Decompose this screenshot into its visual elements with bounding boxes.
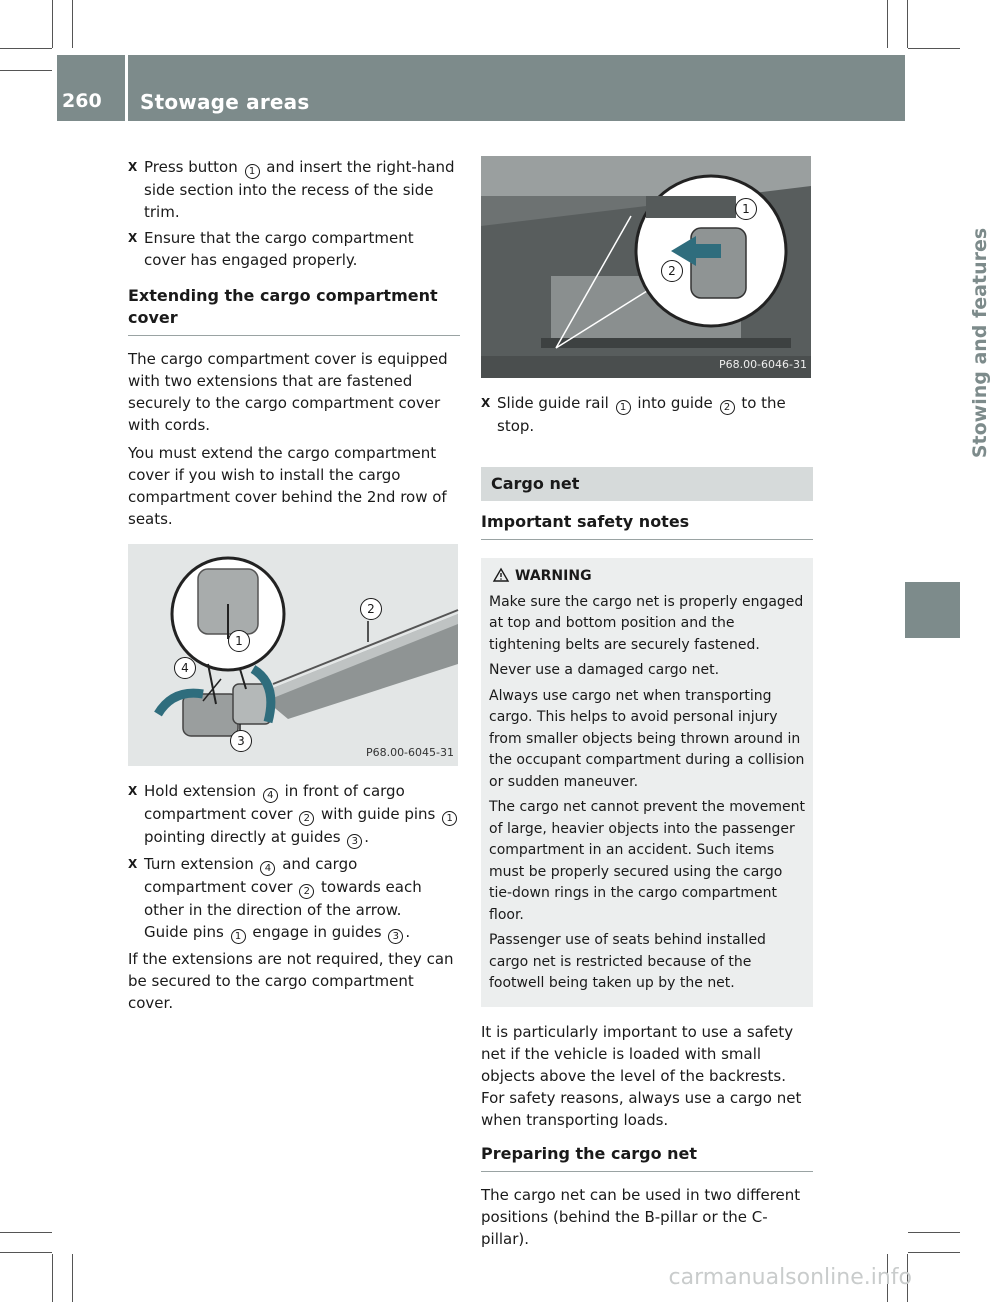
crop-mark [0, 1232, 52, 1233]
paragraph: The cargo net can be used in two different positions (behind the B-pillar or the C-pillar). [481, 1185, 801, 1248]
crop-mark [0, 1252, 52, 1253]
callout-number: 1 [442, 811, 457, 826]
figure-callout-3: 3 [230, 730, 252, 752]
callout-number: 3 [388, 929, 403, 944]
warning-paragraph: The cargo net cannot prevent the movement of large, heavier objects into the passenger compartment in an accident. Such items must be properly secured using the cargo tie-down rings in the cargo compartment floor. [489, 799, 805, 923]
callout-number: 3 [347, 834, 362, 849]
step-text: to the stop. [497, 394, 786, 435]
step-text: towards each other in the direction of the arrow. [144, 878, 422, 919]
crop-mark [0, 70, 52, 71]
warning-paragraph: Always use cargo net when transporting cargo. This helps to avoid personal injury from smaller objects being thrown around in the occupant compartment during a collision or sudden maneuver. [489, 687, 805, 790]
footer-watermark: carmanualsonline.info [668, 1265, 912, 1290]
step-text: Guide pins [144, 923, 229, 941]
step-text: in front of cargo compartment cover [144, 782, 405, 823]
warning-paragraph: Make sure the cargo net is properly engaged at top and bottom position and the tightening belts are securely fastened. [489, 593, 804, 653]
extension-illustration [128, 544, 458, 766]
crop-mark [887, 0, 888, 48]
section-title: Stowage areas [140, 90, 310, 114]
figure-callout-2: 2 [661, 260, 683, 282]
figure-callout-4: 4 [174, 657, 196, 679]
step-text: Turn extension [144, 855, 259, 873]
step-arrow-icon: X [481, 396, 491, 410]
paragraph: You must extend the cargo compartment cover if you wish to install the cargo compartment cover behind the 2nd row of seats. [128, 444, 447, 528]
warning-title-text: WARNING [515, 568, 592, 584]
step-text: . [364, 828, 370, 846]
figure-guide-rail [481, 156, 811, 378]
step-text: Hold extension [144, 782, 261, 800]
step-text: into guide [632, 394, 718, 412]
step-arrow-icon: X [128, 857, 138, 871]
step-text: . [405, 923, 411, 941]
figure-callout-1: 1 [228, 630, 250, 652]
crop-mark [52, 0, 53, 48]
figure-callout-2: 2 [360, 598, 382, 620]
paragraph: The cargo compartment cover is equipped with two extensions that are fastened securely to the cargo compartment cover with cords. [128, 350, 448, 434]
figure-code: P68.00-6045-31 [365, 746, 454, 759]
crop-mark [908, 1252, 960, 1253]
step-text: and insert the right-hand side section into the recess of the side trim. [144, 158, 455, 221]
step-arrow-icon: X [128, 160, 138, 174]
step-text: Slide guide rail [497, 394, 614, 412]
instruction-step [128, 227, 460, 271]
section-heading: Important safety notes [481, 511, 813, 540]
callout-number: 4 [263, 788, 278, 803]
side-tab-label: Stowing and features [969, 227, 991, 459]
crop-mark [0, 48, 52, 49]
header-divider [125, 55, 128, 121]
figure-callout-1: 1 [735, 198, 757, 220]
left-column [128, 156, 460, 1020]
paragraph: It is particularly important to use a safety net if the vehicle is loaded with small objects above the level of the backrests. For safety reasons, always use a cargo net when transporting loads. [481, 1022, 802, 1129]
side-band [905, 55, 960, 640]
right-column [481, 156, 813, 1256]
side-tab-marker [905, 582, 960, 638]
step-text: and cargo compartment cover [144, 855, 358, 896]
warning-paragraph: Never use a damaged cargo net. [489, 662, 720, 678]
callout-number: 2 [299, 811, 314, 826]
callout-number: 1 [616, 400, 631, 415]
callout-number: 1 [245, 164, 260, 179]
crop-mark [52, 1254, 53, 1302]
step-text: engage in guides [247, 923, 387, 941]
step-text: Ensure that the cargo compartment cover has engaged properly. [144, 229, 414, 269]
crop-mark [908, 48, 960, 49]
instruction-step [481, 392, 813, 437]
paragraph: If the extensions are not required, they can be secured to the cargo compartment cover. [128, 950, 454, 1012]
callout-number: 2 [720, 400, 735, 415]
step-text: Press button [144, 158, 243, 176]
crop-mark [72, 0, 73, 48]
warning-triangle-icon [493, 568, 509, 590]
section-band-title: Cargo net [481, 467, 813, 501]
crop-mark [908, 1232, 960, 1233]
instruction-step [128, 853, 460, 944]
step-arrow-icon: X [128, 784, 138, 798]
warning-title [493, 566, 805, 590]
callout-number: 1 [231, 929, 246, 944]
step-text: pointing directly at guides [144, 828, 346, 846]
warning-paragraph: Passenger use of seats behind installed cargo net is restricted because of the footwell being taken up by the net. [489, 932, 766, 991]
crop-mark [907, 0, 908, 48]
step-arrow-icon: X [128, 231, 138, 245]
step-text: with guide pins [316, 805, 441, 823]
warning-box [481, 558, 813, 1007]
section-heading: Extending the cargo compartment cover [128, 285, 460, 336]
callout-number: 2 [299, 884, 314, 899]
crop-mark [72, 1254, 73, 1302]
guide-rail-illustration [481, 156, 811, 378]
section-heading: Preparing the cargo net [481, 1143, 813, 1172]
instruction-step [128, 156, 460, 223]
figure-code: P68.00-6046-31 [718, 358, 807, 371]
instruction-step [128, 780, 460, 849]
callout-number: 4 [260, 861, 275, 876]
figure-extension [128, 544, 458, 766]
page-number: 260 [62, 90, 102, 112]
